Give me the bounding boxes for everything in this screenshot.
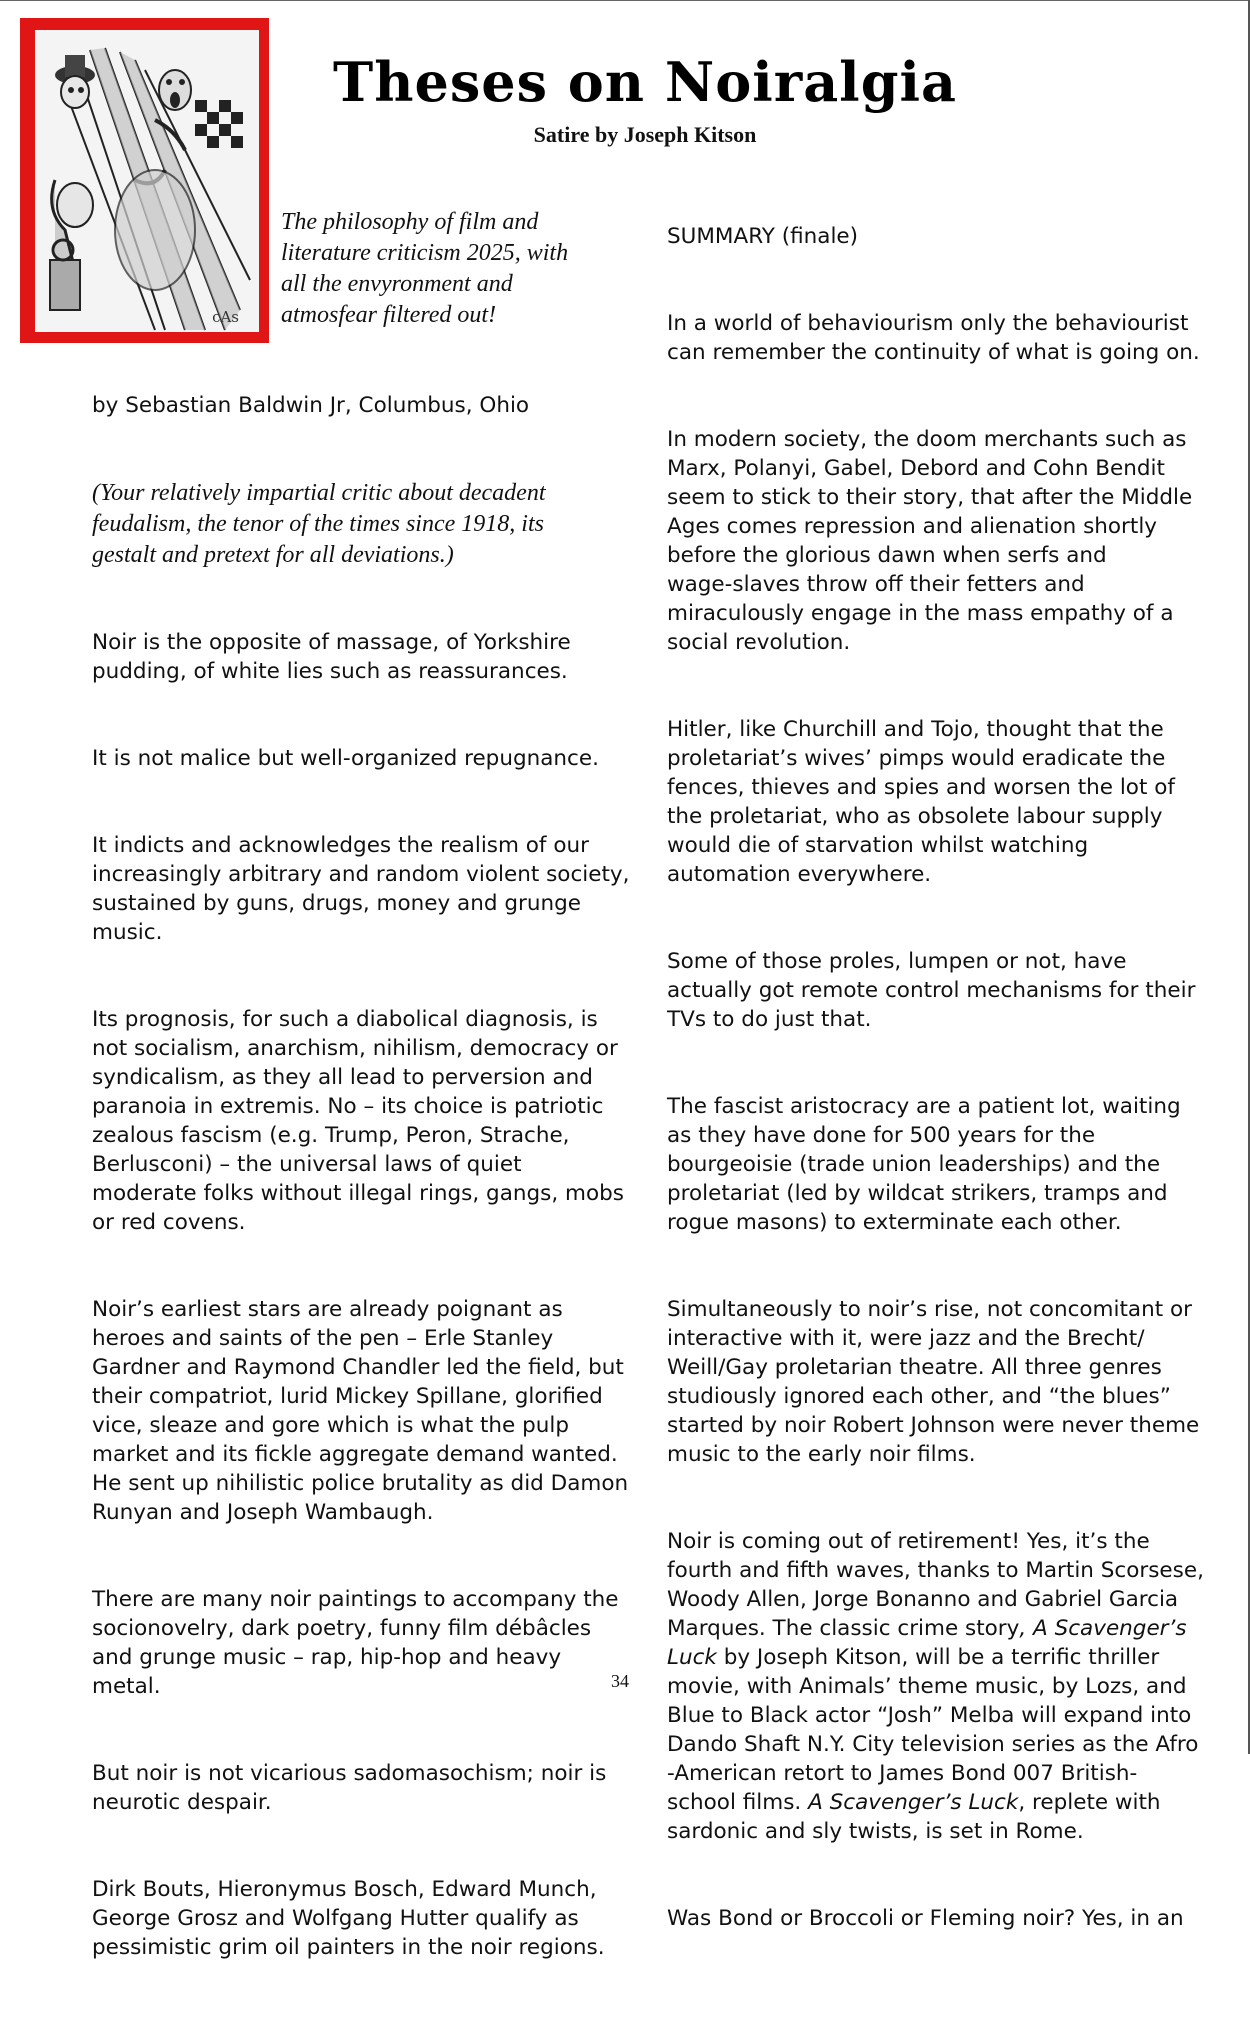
author-line: by Sebastian Baldwin Jr, Columbus, Ohio bbox=[92, 393, 530, 418]
paragraph: It is not malice but well-organized repugnance. bbox=[92, 746, 599, 771]
text-run: Noir is coming out of retirement! Yes, it’s the fourth and fifth waves, thanks to Martin Scorsese, Woody Allen, Jorge Bonanno and Gabriel Garcia Marques. The classic crime story bbox=[667, 1529, 1204, 1641]
paragraph: It indicts and acknowledges the realism of our increasingly arbitrary and random violent society, sustained by guns, drugs, money and grunge music. bbox=[92, 833, 630, 945]
article-illustration bbox=[20, 18, 269, 343]
paragraph: The fascist aristocracy are a patient lot, waiting as they have done for 500 years for the bourgeoisie (trade union leaderships) and the proletariat (led by wildcat strikers, tramps and rogue masons) to exterminate each other. bbox=[667, 1094, 1181, 1235]
paragraph: In a world of behaviourism only the behaviourist can remember the continuity of what is going on. bbox=[667, 311, 1200, 365]
summary-heading: SUMMARY (finale) bbox=[667, 224, 859, 249]
paragraph: Was Bond or Broccoli or Fleming noir? Yes, in an bbox=[667, 1906, 1184, 1931]
paragraph: In modern society, the doom merchants such as Marx, Polanyi, Gabel, Debord and Cohn Bendit seem to stick to their story, that after the Middle Ages comes repression and alienation shortly before the glorious dawn when serfs and wage-slaves throw off their fetters and miraculously engage in the mass empathy of a social revolution. bbox=[667, 427, 1193, 655]
page-number: 34 bbox=[611, 1671, 629, 1691]
book-title-italic: A Scavenger’s Luck bbox=[808, 1790, 1019, 1815]
paragraph bbox=[667, 1527, 1207, 1846]
paragraph: Its prognosis, for such a diabolical diagnosis, is not socialism, anarchism, nihilism, democracy or syndicalism, as they all lead to perversion and paranoia in extremis. No – its choice is patriotic zealous fascism (e.g. Trump, Peron, Strache, Berlusconi) – the universal laws of quiet moderate folks without illegal rings, gangs, mobs or red covens. bbox=[92, 1007, 624, 1235]
paragraph: Dirk Bouts, Hieronymus Bosch, Edward Munch, George Grosz and Wolfgang Hutter qualify as pessimistic grim oil painters in the noir regions. bbox=[92, 1877, 605, 1960]
paragraph: Noir’s earliest stars are already poignant as heroes and saints of the pen – Erle Stanley Gardner and Raymond Chandler led the field, but their compatriot, lurid Mickey Spillane, glorified vice, sleaze and gore which is what the pulp market and its fickle aggregate demand wanted. He sent up nihilistic police brutality as did Damon Runyan and Joseph Wambaugh. bbox=[92, 1297, 629, 1525]
article-byline: Satire by Joseph Kitson bbox=[533, 122, 757, 147]
paragraph: Some of those proles, lumpen or not, have actually got remote control mechanisms for their TVs to do just that. bbox=[667, 949, 1196, 1032]
illustration-artwork bbox=[35, 30, 259, 332]
noir-figures-drawing bbox=[35, 30, 259, 332]
paragraph: Hitler, like Churchill and Tojo, thought that the proletariat’s wives’ pimps would eradicate the fences, thieves and spies and worsen the lot of the proletariat, who as obsolete labour supply would die of starvation whilst watching automation everywhere. bbox=[667, 717, 1175, 887]
left-column bbox=[92, 362, 632, 2020]
paragraph: Simultaneously to noir’s rise, not concomitant or interactive with it, were jazz and the Brecht/ Weill/Gay proletarian theatre. All three genres studiously ignored each other, and “the blues” started by noir Robert Johnson were never theme music to the early noir films. bbox=[667, 1297, 1200, 1467]
critic-note: (Your relatively impartial critic about decadent feudalism, the tenor of the times since 1918, its gestalt and pretext for all deviations.) bbox=[92, 480, 546, 568]
text-run: , replete with sardonic and sly twists, is set in Rome. bbox=[667, 1790, 1161, 1844]
paragraph: Noir is the opposite of massage, of Yorkshire pudding, of white lies such as reassurances. bbox=[92, 630, 571, 684]
article-title: Theses on Noiralgia bbox=[333, 50, 957, 114]
illustration-signature: cAs bbox=[212, 308, 239, 326]
book-title-italic: , A Scavenger’s Luck bbox=[667, 1616, 1187, 1670]
paragraph: There are many noir paintings to accompany the socionovelry, dark poetry, funny film débâcles and grunge music – rap, hip-hop and heavy metal. bbox=[92, 1587, 619, 1699]
text-run: by Joseph Kitson, will be a terrific thriller movie, with Animals’ theme music, by Lozs, and Blue to Black actor “Josh” Melba will expand into Dando Shaft N.Y. City television series as the Afro -American retort to James Bond 007 British- school films. bbox=[667, 1645, 1199, 1815]
page-border-top bbox=[0, 0, 1250, 1]
article-intro: The philosophy of film and literature criticism 2025, with all the envyronment and atmosfear filtered out! bbox=[281, 209, 569, 328]
right-column bbox=[667, 193, 1207, 1991]
paragraph: But noir is not vicarious sadomasochism; noir is neurotic despair. bbox=[92, 1761, 607, 1815]
